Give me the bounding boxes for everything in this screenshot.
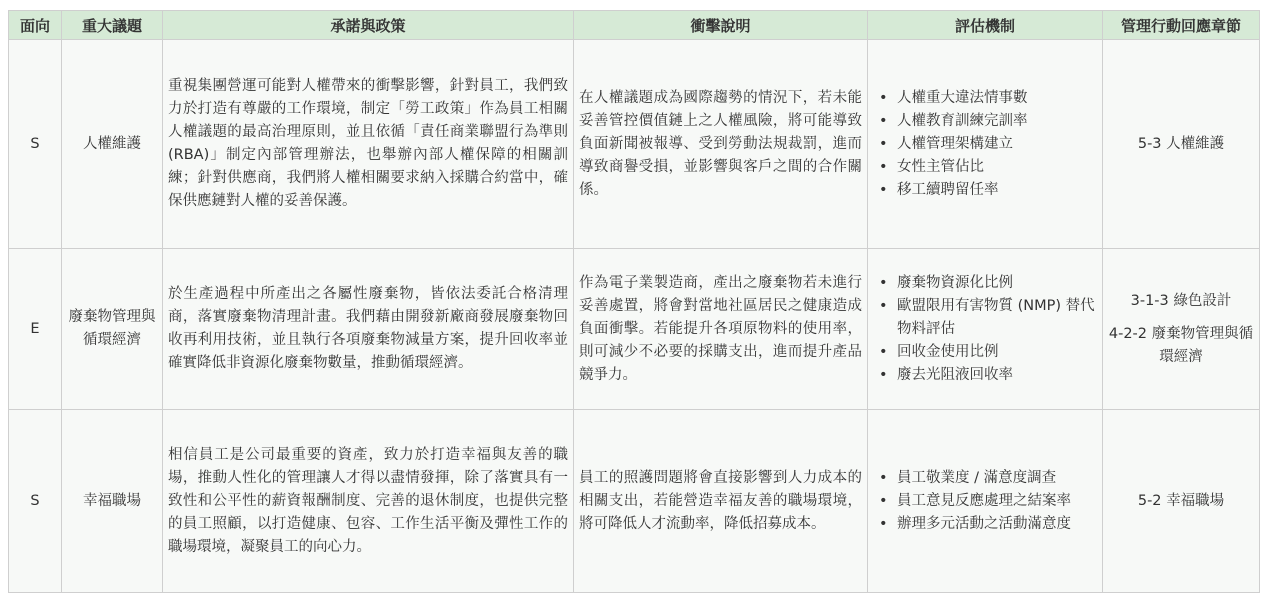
commitment-cell: 相信員工是公司最重要的資產，致力於打造幸福與友善的職場，推動人性化的管理讓人才得以盡情發揮，除了落實具有一致性和公平性的薪資報酬制度、完善的退休制度，也提供完整的員工照顧，以打造健康、包容、工作生活平衡及彈性工作的職場環境，凝聚員工的向心力。 (163, 410, 574, 593)
chapter-reference: 4-2-2 廢棄物管理與循環經濟 (1108, 325, 1254, 365)
header-dimension: 面向 (9, 11, 62, 40)
impact-cell: 員工的照護問題將會直接影響到人力成本的相關支出，若能營造幸福友善的職場環境，將可降低人才流動率，降低招募成本。 (574, 410, 868, 593)
chapter-reference: 5-2 幸福職場 (1137, 492, 1225, 509)
header-response-chapter: 管理行動回應章節 (1103, 11, 1260, 40)
metrics-cell (868, 249, 1103, 410)
metric-item: • 女性主管佔比 (879, 156, 1097, 179)
table-row (9, 249, 1260, 410)
metrics-list (873, 87, 1097, 202)
dimension-cell: S (9, 40, 62, 249)
dimension-cell: S (9, 410, 62, 593)
metrics-list (873, 272, 1097, 387)
metric-item: • 歐盟限用有害物質 (NMP) 替代物料評估 (879, 295, 1097, 341)
chapter-cell (1103, 410, 1260, 593)
metric-item: • 員工敬業度 / 滿意度調查 (879, 467, 1097, 490)
topic-cell: 人權維護 (62, 40, 163, 249)
header-commitment-policy: 承諾與政策 (163, 11, 574, 40)
metric-item: • 員工意見反應處理之結案率 (879, 490, 1097, 513)
metric-item: • 廢棄物資源化比例 (879, 272, 1097, 295)
table-row (9, 40, 1260, 249)
chapter-cell (1103, 249, 1260, 410)
topic-cell: 幸福職場 (62, 410, 163, 593)
metric-item: • 人權重大違法情事數 (879, 87, 1097, 110)
metrics-list (873, 467, 1097, 536)
table-row (9, 410, 1260, 593)
chapter-cell (1103, 40, 1260, 249)
commitment-cell: 於生產過程中所產出之各屬性廢棄物，皆依法委託合格清理商，落實廢棄物清理計畫。我們藉由開發新廠商發展廢棄物回收再利用技術，並且執行各項廢棄物減量方案，提升回收率並確實降低非資源化廢棄物數量，推動循環經濟。 (163, 249, 574, 410)
header-evaluation-mechanism: 評估機制 (868, 11, 1103, 40)
metric-item: • 人權管理架構建立 (879, 133, 1097, 156)
impact-cell: 作為電子業製造商，產出之廢棄物若未進行妥善處置，將會對當地社區居民之健康造成負面衝擊。若能提升各項原物料的使用率，則可減少不必要的採購支出，進而提升產品競爭力。 (574, 249, 868, 410)
dimension-cell: E (9, 249, 62, 410)
header-impact-description: 衝擊說明 (574, 11, 868, 40)
chapter-reference: 5-3 人權維護 (1137, 135, 1225, 152)
metrics-cell (868, 410, 1103, 593)
header-row (9, 11, 1260, 40)
impact-cell: 在人權議題成為國際趨勢的情況下，若未能妥善管控價值鏈上之人權風險，將可能導致負面新聞被報導、受到勞動法規裁罰，進而導致商譽受損，並影響與客戶之間的合作關係。 (574, 40, 868, 249)
material-topics-table (8, 10, 1260, 593)
metric-item: • 辦理多元活動之活動滿意度 (879, 513, 1097, 536)
metric-item: • 廢去光阻液回收率 (879, 364, 1097, 387)
metrics-cell (868, 40, 1103, 249)
chapter-reference: 3-1-3 綠色設計 (1130, 292, 1232, 309)
topic-cell: 廢棄物管理與循環經濟 (62, 249, 163, 410)
metric-item: • 移工續聘留任率 (879, 179, 1097, 202)
commitment-cell: 重視集團營運可能對人權帶來的衝擊影響，針對員工，我們致力於打造有尊嚴的工作環境，制定「勞工政策」作為員工相關人權議題的最高治理原則，並且依循「責任商業聯盟行為準則 (RBA)」制定內部管理辦法，也舉辦內部人權保障的相關訓練；針對供應商，我們將人權相關要求納入採購合約當中，確保供應鏈對人權的妥善保護。 (163, 40, 574, 249)
metric-item: • 人權教育訓練完訓率 (879, 110, 1097, 133)
header-material-topic: 重大議題 (62, 11, 163, 40)
metric-item: • 回收金使用比例 (879, 341, 1097, 364)
